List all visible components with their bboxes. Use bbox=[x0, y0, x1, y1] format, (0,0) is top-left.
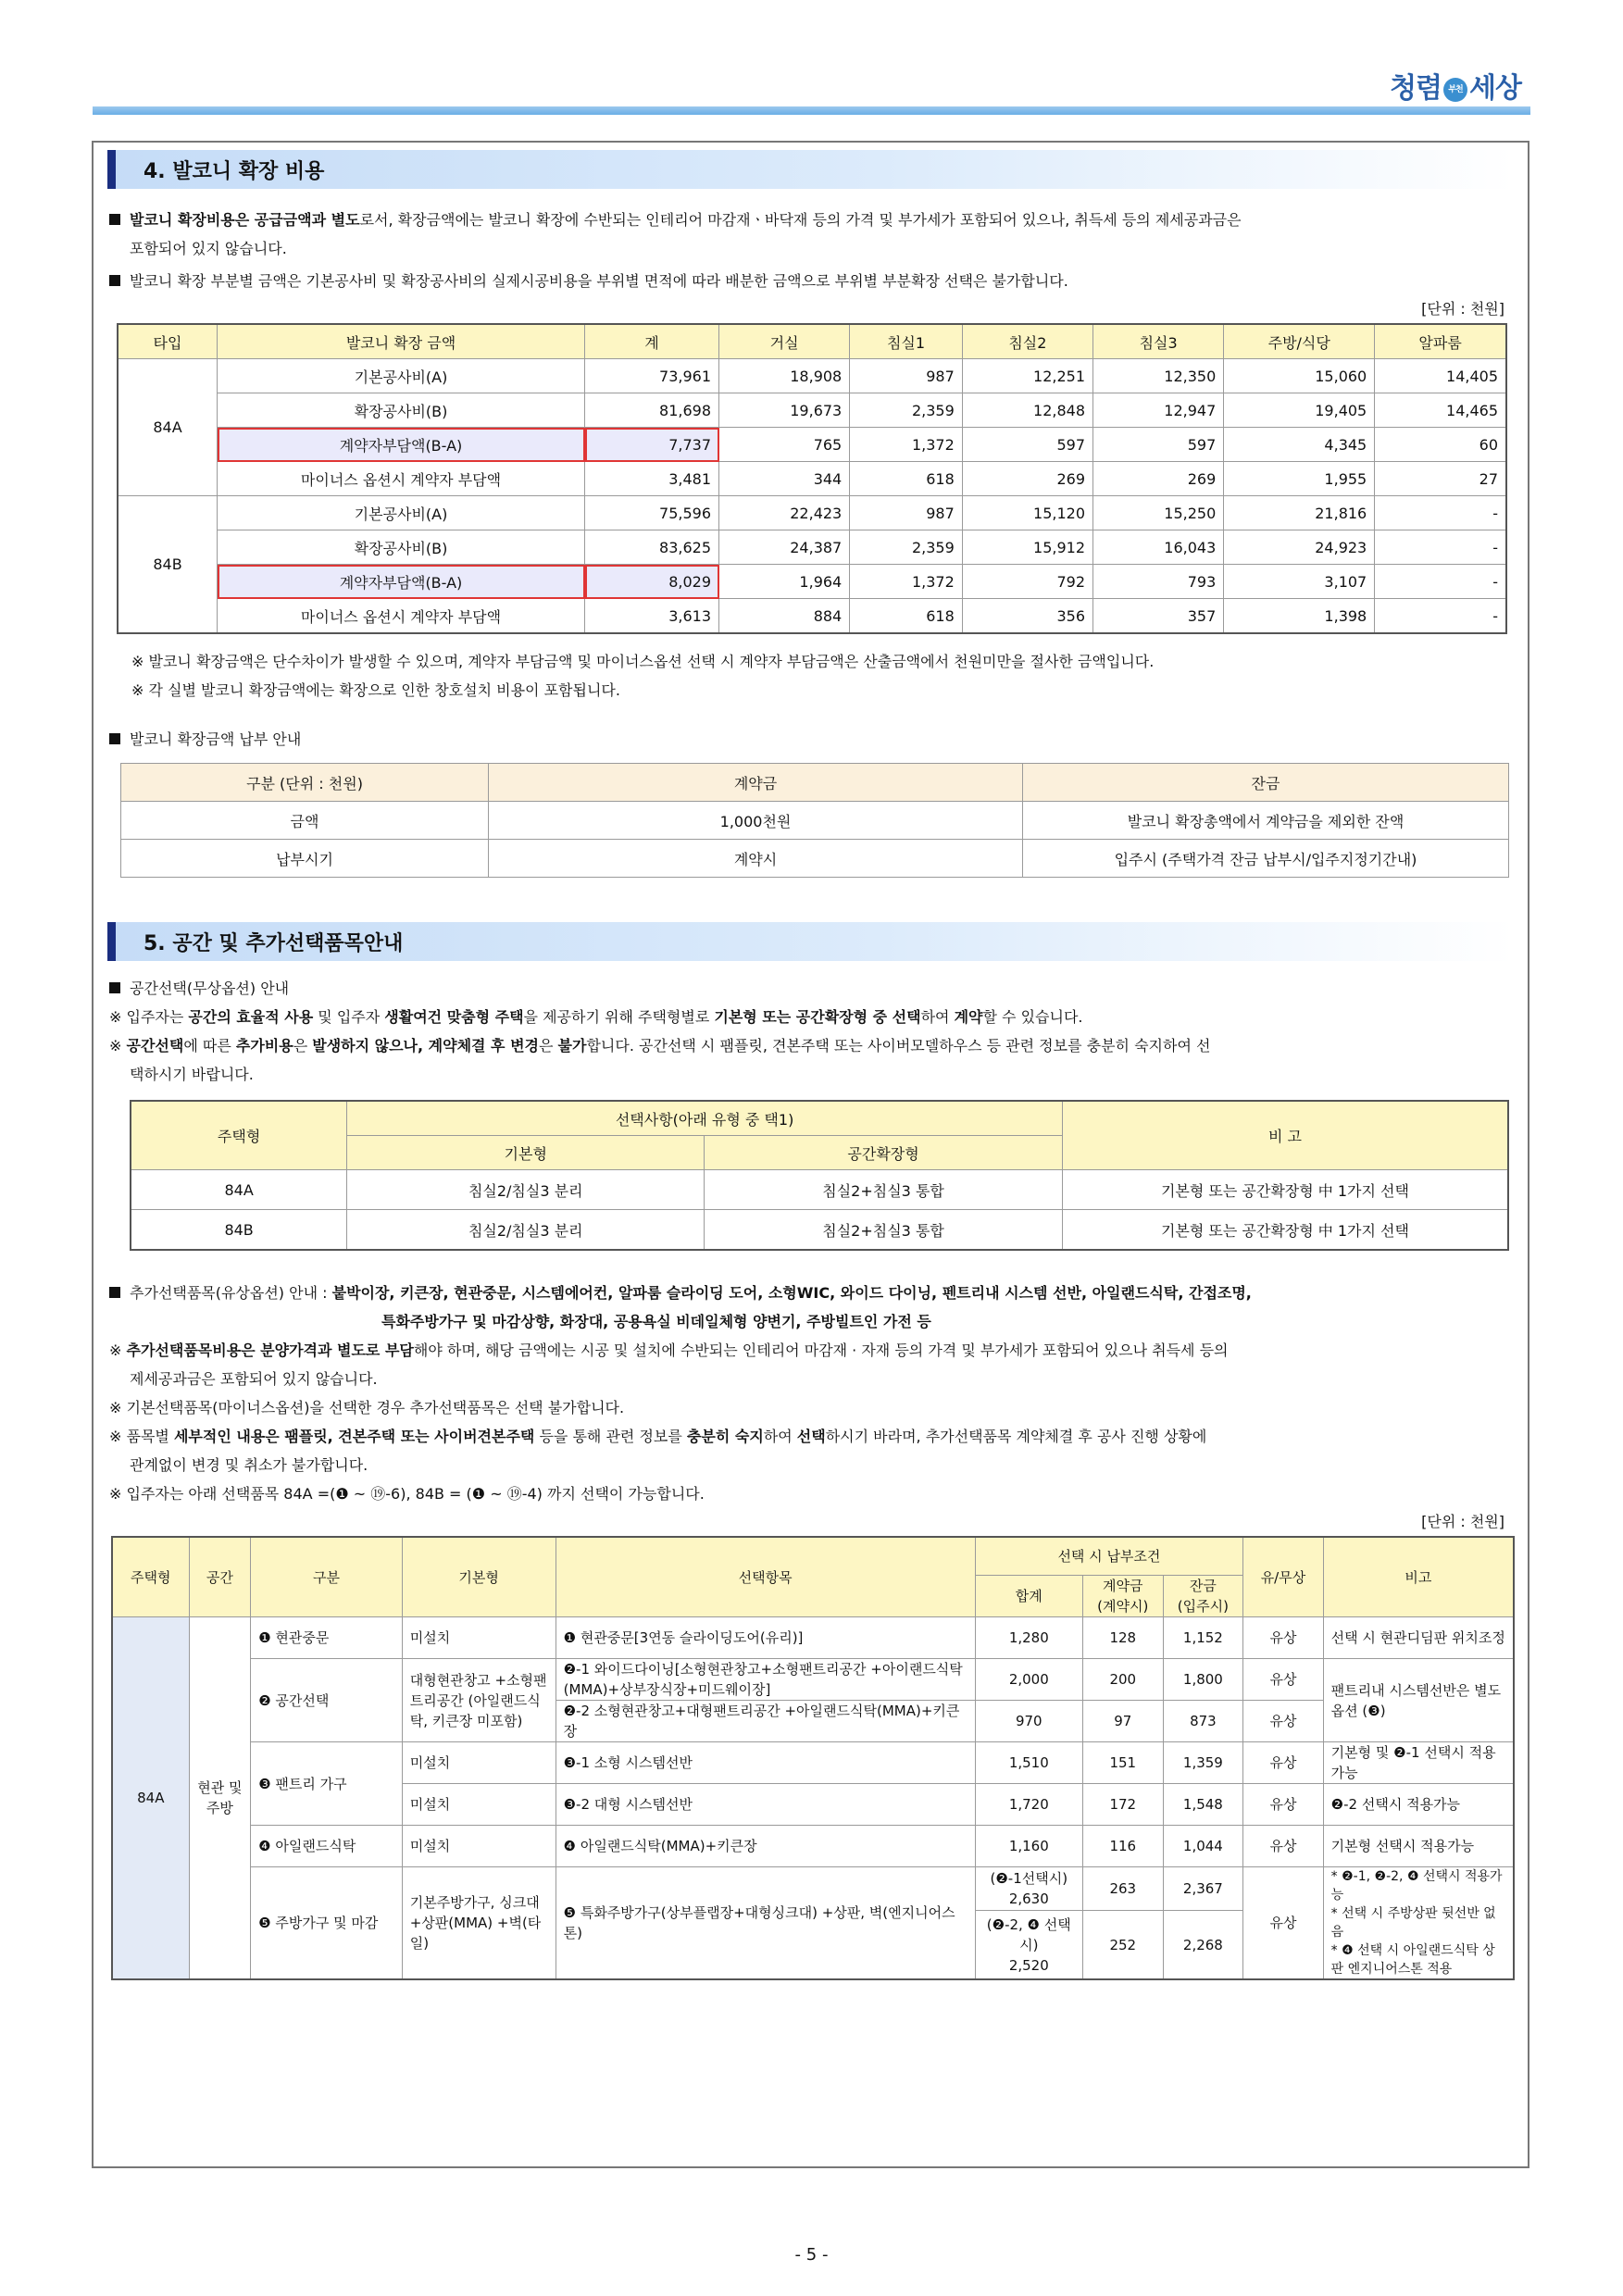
cell: 2,000 bbox=[975, 1659, 1082, 1701]
paid-option-title-2: 특화주방가구 및 마감상향, 화장대, 공용욕실 비데일체형 양변기, 주방빌트인 가전 등 bbox=[381, 1313, 931, 1330]
cell: ❺ 주방가구 및 마감 bbox=[251, 1867, 403, 1980]
row-label: 확장공사비(B) bbox=[218, 530, 585, 565]
cell: 19,405 bbox=[1224, 393, 1375, 428]
type-cell: 84A bbox=[118, 359, 218, 496]
cell: 1,160 bbox=[975, 1826, 1082, 1867]
cell: 151 bbox=[1082, 1742, 1163, 1784]
balcony-note-1b: 포함되어 있지 않습니다. bbox=[130, 240, 287, 257]
cell: 기본주방가구, 싱크대 +상판(MMA) +벽(타일) bbox=[402, 1867, 556, 1980]
table-row bbox=[118, 599, 1506, 634]
unit-label: [단위 : 천원] bbox=[1421, 300, 1504, 318]
highlighted-row-label: 계약자부담액(B-A) bbox=[218, 428, 585, 462]
cell: 84A bbox=[131, 1170, 347, 1210]
th-house-type: 주택형 bbox=[131, 1101, 347, 1170]
cell: 기본형 또는 공간확장형 中 1가지 선택 bbox=[1062, 1170, 1508, 1210]
cell: ❷-2 선택시 적용가능 bbox=[1323, 1784, 1514, 1826]
th-balance: 잔금 bbox=[1163, 1576, 1243, 1597]
th-house-type: 주택형 bbox=[112, 1537, 189, 1617]
th-note: 비고 bbox=[1323, 1537, 1514, 1617]
section-5-header bbox=[107, 922, 1515, 961]
table-row bbox=[118, 530, 1506, 565]
space-option-title: 공간선택(무상옵션) 안내 bbox=[109, 974, 1512, 1003]
cell: - bbox=[1375, 599, 1506, 634]
cell: 3,613 bbox=[585, 599, 719, 634]
cell: 미설치 bbox=[402, 1826, 556, 1867]
cell: 24,923 bbox=[1224, 530, 1375, 565]
cell: 기본형 또는 공간확장형 中 1가지 선택 bbox=[1062, 1210, 1508, 1251]
cell: 1,000천원 bbox=[489, 802, 1023, 840]
cell: 24,387 bbox=[719, 530, 850, 565]
row-label: 기본공사비(A) bbox=[218, 359, 585, 393]
th-bed1: 침실1 bbox=[850, 324, 963, 359]
cell: 1,280 bbox=[975, 1617, 1082, 1659]
cell: 1,964 bbox=[719, 565, 850, 599]
cell: 27 bbox=[1375, 462, 1506, 496]
cell: 1,152 bbox=[1163, 1617, 1243, 1659]
cell: 344 bbox=[719, 462, 850, 496]
th-deposit: 계약금 bbox=[1082, 1576, 1163, 1597]
space-note-2b: 택하시기 바랍니다. bbox=[130, 1066, 254, 1083]
space-note-1: ※ 입주자는 공간의 효율적 사용 및 입주자 생활여건 맞춤형 주택을 제공하기 위해 주택형별로 기본형 또는 공간확장형 중 선택하여 계약할 수 있습니다. bbox=[109, 1008, 1083, 1026]
cell: 83,625 bbox=[585, 530, 719, 565]
cell: 3,481 bbox=[585, 462, 719, 496]
cell: 팬트리내 시스템선반은 별도옵션 (❸) bbox=[1323, 1659, 1514, 1742]
cell: 1,720 bbox=[975, 1784, 1082, 1826]
cell: 선택 시 현관디딤판 위치조정 bbox=[1323, 1617, 1514, 1659]
th-balance-sub: (입주시) bbox=[1163, 1596, 1243, 1617]
cell: 침실2/침실3 분리 bbox=[347, 1210, 705, 1251]
cell: 81,698 bbox=[585, 393, 719, 428]
payment-title: 발코니 확장금액 납부 안내 bbox=[109, 725, 1512, 754]
table-row bbox=[131, 1210, 1508, 1251]
th-bed2: 침실2 bbox=[962, 324, 1092, 359]
table-row bbox=[118, 393, 1506, 428]
cell: 12,947 bbox=[1093, 393, 1224, 428]
cell: - bbox=[1375, 565, 1506, 599]
cell: - bbox=[1375, 530, 1506, 565]
cell: 3,107 bbox=[1224, 565, 1375, 599]
cell: * ❷-1, ❷-2, ❹ 선택시 적용가능 * 선택 시 주방상판 뒷선반 없음 * ❹ 선택 시 아일랜드식탁 상판 엔지니어스톤 적용 bbox=[1323, 1867, 1514, 1980]
paid-option-table bbox=[111, 1536, 1515, 1980]
cell: 침실2/침실3 분리 bbox=[347, 1170, 705, 1210]
cell: ❶ 현관중문[3연동 슬라이딩도어(유리)] bbox=[556, 1617, 975, 1659]
cell: 2,359 bbox=[850, 393, 963, 428]
cell: ❸-2 대형 시스템선반 bbox=[556, 1784, 975, 1826]
cell: 12,350 bbox=[1093, 359, 1224, 393]
cell: 116 bbox=[1082, 1826, 1163, 1867]
square-bullet-icon bbox=[109, 733, 120, 744]
th-kitchen: 주방/식당 bbox=[1224, 324, 1375, 359]
paid-note-3b: 관계없이 변경 및 취소가 불가합니다. bbox=[130, 1456, 368, 1474]
paid-option-title: 추가선택품목(유상옵션) 안내 : 붙박이장, 키큰장, 현관중문, 시스템에어컨, 알파룸 슬라이딩 도어, 소형WIC, 와이드 다이닝, 펜트리내 시스템 선반, 아일랜드식탁, 간접조명, bbox=[109, 1279, 1512, 1307]
cell: 987 bbox=[850, 359, 963, 393]
row-label: 마이너스 옵션시 계약자 부담액 bbox=[218, 599, 585, 634]
cell: ❸ 팬트리 가구 bbox=[251, 1742, 403, 1826]
cell: 618 bbox=[850, 599, 963, 634]
cell: 납부시기 bbox=[121, 840, 489, 878]
cell: 73,961 bbox=[585, 359, 719, 393]
cell: 침실2+침실3 통합 bbox=[705, 1170, 1063, 1210]
cell: 유상 bbox=[1243, 1784, 1323, 1826]
cell: 597 bbox=[1093, 428, 1224, 462]
row-label: 기본공사비(A) bbox=[218, 496, 585, 530]
cell: 75,596 bbox=[585, 496, 719, 530]
cell: 873 bbox=[1163, 1701, 1243, 1742]
logo-text-left: 청렴 bbox=[1390, 72, 1442, 105]
cell: 1,044 bbox=[1163, 1826, 1243, 1867]
paid-note-1: ※ 추가선택품목비용은 분양가격과 별도로 부담해야 하며, 해당 금액에는 시공 및 설치에 수반되는 인테리어 마감재 · 자재 등의 가격 및 부가세가 포함되어 있으나 취득세 등의 bbox=[109, 1341, 1229, 1359]
cell: ❶ 현관중문 bbox=[251, 1617, 403, 1659]
cell: ❸-1 소형 시스템선반 bbox=[556, 1742, 975, 1784]
cell: 269 bbox=[1093, 462, 1224, 496]
table-row bbox=[112, 1742, 1514, 1784]
table-row bbox=[112, 1867, 1514, 1911]
square-bullet-icon bbox=[109, 214, 120, 225]
th-selection: 선택사항(아래 유형 중 택1) bbox=[347, 1101, 1063, 1136]
cell: 793 bbox=[1093, 565, 1224, 599]
cell: 1,510 bbox=[975, 1742, 1082, 1784]
table-row bbox=[112, 1659, 1514, 1701]
cell: 15,912 bbox=[962, 530, 1092, 565]
space-cell: 현관 및 주방 bbox=[189, 1617, 251, 1980]
table-row bbox=[131, 1170, 1508, 1210]
th-balcony: 발코니 확장 금액 bbox=[218, 324, 585, 359]
cell: 16,043 bbox=[1093, 530, 1224, 565]
highlighted-row-label: 계약자부담액(B-A) bbox=[218, 565, 585, 599]
cell: 1,398 bbox=[1224, 599, 1375, 634]
page-number: - 5 - bbox=[794, 2245, 829, 2265]
cell: 252 bbox=[1082, 1911, 1163, 1980]
cell: 14,405 bbox=[1375, 359, 1506, 393]
th-bed3: 침실3 bbox=[1093, 324, 1224, 359]
balcony-footnote-2: ※ 각 실별 발코니 확장금액에는 확장으로 인한 창호설치 비용이 포함됩니다. bbox=[131, 681, 620, 699]
cell: ❷ 공간선택 bbox=[251, 1659, 403, 1742]
cell: 356 bbox=[962, 599, 1092, 634]
cell: 유상 bbox=[1243, 1659, 1323, 1701]
cell: 12,251 bbox=[962, 359, 1092, 393]
cell: 2,268 bbox=[1163, 1911, 1243, 1980]
cell: 계약시 bbox=[489, 840, 1023, 878]
th-alpha: 알파룸 bbox=[1375, 324, 1506, 359]
cell: 19,673 bbox=[719, 393, 850, 428]
cell: 884 bbox=[719, 599, 850, 634]
cell: 18,908 bbox=[719, 359, 850, 393]
section-4-header bbox=[107, 150, 1515, 189]
cell: 357 bbox=[1093, 599, 1224, 634]
cell: 172 bbox=[1082, 1784, 1163, 1826]
cell: 1,800 bbox=[1163, 1659, 1243, 1701]
cell: 입주시 (주택가격 잔금 납부시/입주지정기간내) bbox=[1023, 840, 1509, 878]
logo bbox=[1390, 65, 1521, 106]
space-note-2: ※ 공간선택에 따른 추가비용은 발생하지 않으나, 계약체결 후 변경은 불가합니다. 공간선택 시 팸플릿, 견본주택 또는 사이버모델하우스 등 관련 정보를 충분히 숙지하여 선 bbox=[109, 1037, 1211, 1054]
type-cell: 84B bbox=[118, 496, 218, 634]
highlighted-cell: 7,737 bbox=[585, 428, 719, 462]
cell: 21,816 bbox=[1224, 496, 1375, 530]
table-row bbox=[112, 1617, 1514, 1659]
th-paid: 유/무상 bbox=[1243, 1537, 1323, 1617]
th-category: 구분 (단위 : 천원) bbox=[121, 764, 489, 802]
cell: 4,345 bbox=[1224, 428, 1375, 462]
cell: 14,465 bbox=[1375, 393, 1506, 428]
cell: 15,250 bbox=[1093, 496, 1224, 530]
square-bullet-icon bbox=[109, 1287, 120, 1298]
cell: ❷-1 와이드다이닝[소형현관창고+소형팬트리공간 +아이랜드식탁(MMA)+상부장식장+미드웨이장] bbox=[556, 1659, 975, 1701]
section-bar bbox=[107, 922, 116, 961]
cell: 263 bbox=[1082, 1867, 1163, 1911]
type-cell: 84A bbox=[112, 1617, 189, 1980]
section-4-title: 4. 발코니 확장 비용 bbox=[144, 159, 325, 183]
square-bullet-icon bbox=[109, 275, 120, 286]
th-basic: 기본형 bbox=[347, 1136, 705, 1170]
cell: 15,060 bbox=[1224, 359, 1375, 393]
cell: ❹ 아일랜드식탁(MMA)+키큰장 bbox=[556, 1826, 975, 1867]
cell: 미설치 bbox=[402, 1617, 556, 1659]
balcony-note-1: 발코니 확장비용은 공급금액과 별도로서, 확장금액에는 발코니 확장에 수반되는 인테리어 마감재ㆍ바닥재 등의 가격 및 부가세가 포함되어 있으나, 취득세 등의 제세공과금은 bbox=[109, 206, 1512, 234]
cell: 269 bbox=[962, 462, 1092, 496]
cell: 유상 bbox=[1243, 1826, 1323, 1867]
cell: 2,359 bbox=[850, 530, 963, 565]
th-extended: 공간확장형 bbox=[705, 1136, 1063, 1170]
cell: 침실2+침실3 통합 bbox=[705, 1210, 1063, 1251]
space-option-table bbox=[130, 1100, 1509, 1251]
cell: 유상 bbox=[1243, 1867, 1323, 1980]
th-deposit-sub: (계약시) bbox=[1082, 1596, 1163, 1617]
cell: 미설치 bbox=[402, 1742, 556, 1784]
paid-note-1b: 제세공과금은 포함되어 있지 않습니다. bbox=[130, 1370, 378, 1388]
cell: ❺ 특화주방가구(상부플랩장+대형싱크대) +상판, 벽(엔지니어스톤) bbox=[556, 1867, 975, 1980]
cell: 2,367 bbox=[1163, 1867, 1243, 1911]
th-deposit: 계약금 bbox=[489, 764, 1023, 802]
cell: 792 bbox=[962, 565, 1092, 599]
th-living: 거실 bbox=[719, 324, 850, 359]
cell: - bbox=[1375, 496, 1506, 530]
cell: 유상 bbox=[1243, 1742, 1323, 1784]
cell: 22,423 bbox=[719, 496, 850, 530]
cell: 1,359 bbox=[1163, 1742, 1243, 1784]
cell: 618 bbox=[850, 462, 963, 496]
cell: (❷-2, ❹ 선택시) 2,520 bbox=[975, 1911, 1082, 1980]
paid-note-3: ※ 품목별 세부적인 내용은 팸플릿, 견본주택 또는 사이버견본주택 등을 통해 관련 정보를 충분히 숙지하여 선택하시기 바라며, 추가선택품목 계약체결 후 공사 진행 상황에 bbox=[109, 1428, 1207, 1445]
table-row bbox=[121, 840, 1509, 878]
cell: 765 bbox=[719, 428, 850, 462]
th-total: 계 bbox=[585, 324, 719, 359]
paid-note-4: ※ 입주자는 아래 선택품목 84A =(❶ ~ ⑲-6), 84B = (❶ ~ ⑲-4) 까지 선택이 가능합니다. bbox=[109, 1485, 705, 1503]
cell: 미설치 bbox=[402, 1784, 556, 1826]
table-row bbox=[118, 462, 1506, 496]
cell: 60 bbox=[1375, 428, 1506, 462]
cell: 987 bbox=[850, 496, 963, 530]
cell: 발코니 확장총액에서 계약금을 제외한 잔액 bbox=[1023, 802, 1509, 840]
cell: 15,120 bbox=[962, 496, 1092, 530]
table-row bbox=[112, 1826, 1514, 1867]
cell: 597 bbox=[962, 428, 1092, 462]
cell: ❹ 아일랜드식탁 bbox=[251, 1826, 403, 1867]
cell: 금액 bbox=[121, 802, 489, 840]
table-row bbox=[121, 802, 1509, 840]
section-5-title: 5. 공간 및 추가선택품목안내 bbox=[144, 931, 404, 955]
cell: 970 bbox=[975, 1701, 1082, 1742]
table-row bbox=[118, 565, 1506, 599]
header-rule bbox=[93, 106, 1530, 115]
cell: 128 bbox=[1082, 1617, 1163, 1659]
logo-text-right: 세상 bbox=[1469, 72, 1521, 105]
cell: (❷-1선택시) 2,630 bbox=[975, 1867, 1082, 1911]
th-item: 선택항목 bbox=[556, 1537, 975, 1617]
cell: ❷-2 소형현관창고+대형팬트리공간 +아일랜드식탁(MMA)+키큰장 bbox=[556, 1701, 975, 1742]
page-content bbox=[109, 150, 1512, 1980]
table-row bbox=[118, 359, 1506, 393]
cell: 유상 bbox=[1243, 1617, 1323, 1659]
highlighted-cell: 8,029 bbox=[585, 565, 719, 599]
logo-emblem: 부천 bbox=[1443, 78, 1467, 102]
th-space: 공간 bbox=[189, 1537, 251, 1617]
balcony-cost-table bbox=[117, 323, 1507, 634]
th-payment-condition: 선택 시 납부조건 bbox=[975, 1537, 1243, 1576]
cell: 200 bbox=[1082, 1659, 1163, 1701]
unit-label: [단위 : 천원] bbox=[1421, 1513, 1504, 1530]
cell: 1,548 bbox=[1163, 1784, 1243, 1826]
table-row bbox=[118, 496, 1506, 530]
th-category: 구분 bbox=[251, 1537, 403, 1617]
th-note: 비 고 bbox=[1062, 1101, 1508, 1170]
section-bar bbox=[107, 150, 116, 189]
th-sum: 합계 bbox=[975, 1576, 1082, 1617]
row-label: 마이너스 옵션시 계약자 부담액 bbox=[218, 462, 585, 496]
balcony-footnote-1: ※ 발코니 확장금액은 단수차이가 발생할 수 있으며, 계약자 부담금액 및 마이너스옵션 선택 시 계약자 부담금액은 산출금액에서 천원미만을 절사한 금액입니다. bbox=[131, 653, 1155, 670]
balcony-note-2: 발코니 확장 부분별 금액은 기본공사비 및 확장공사비의 실제시공비용을 부위별 면적에 따라 배분한 금액으로 부위별 부분확장 선택은 불가합니다. bbox=[109, 267, 1512, 295]
cell: 1,372 bbox=[850, 428, 963, 462]
cell: 97 bbox=[1082, 1701, 1163, 1742]
paid-note-2: ※ 기본선택품목(마이너스옵션)을 선택한 경우 추가선택품목은 선택 불가합니다. bbox=[109, 1399, 625, 1416]
cell: 기본형 선택시 적용가능 bbox=[1323, 1826, 1514, 1867]
cell: 84B bbox=[131, 1210, 347, 1251]
table-row bbox=[118, 428, 1506, 462]
cell: 12,848 bbox=[962, 393, 1092, 428]
cell: 유상 bbox=[1243, 1701, 1323, 1742]
payment-table bbox=[120, 763, 1509, 878]
square-bullet-icon bbox=[109, 982, 120, 993]
cell: 1,955 bbox=[1224, 462, 1375, 496]
th-type: 타입 bbox=[118, 324, 218, 359]
th-basic: 기본형 bbox=[402, 1537, 556, 1617]
cell: 대형현관창고 +소형팬트리공간 (아일랜드식탁, 키큰장 미포함) bbox=[402, 1659, 556, 1742]
cell: 기본형 및 ❷-1 선택시 적용가능 bbox=[1323, 1742, 1514, 1784]
row-label: 확장공사비(B) bbox=[218, 393, 585, 428]
th-balance: 잔금 bbox=[1023, 764, 1509, 802]
cell: 1,372 bbox=[850, 565, 963, 599]
